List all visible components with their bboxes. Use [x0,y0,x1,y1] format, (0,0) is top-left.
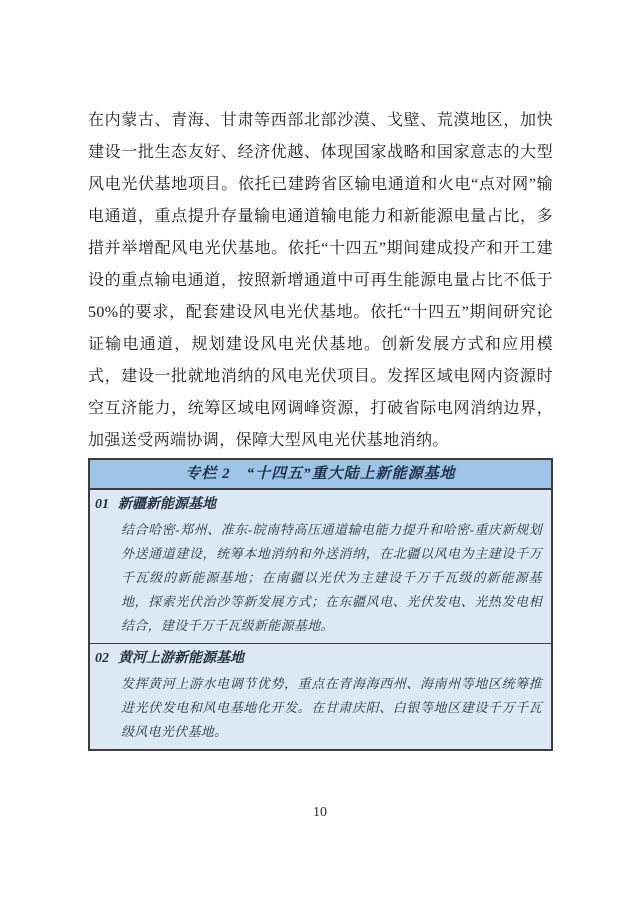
section-body: 结合哈密-郑州、准东-皖南特高压通道输电能力提升和哈密-重庆新规划外送通道建设，统筹本地消纳和外送消纳，在北疆以风电为主建设千万千瓦级的新能源基地；在南疆以光伏为主建设千万千瓦级的新能源基地，探索光伏治沙等新发展方式；在东疆风电、光伏发电、光热发电相结合，建设千万千瓦级新能源基地。 [121,522,542,633]
section-body: 发挥黄河上游水电调节优势，重点在青海海西州、海南州等地区统筹推进光伏发电和风电基地化开发。在甘肃庆阳、白银等地区建设千万千瓦级风电光伏基地。 [121,676,542,739]
callout-section-02 [90,644,551,749]
section-number: 02 [95,651,109,666]
page-number: 10 [313,805,327,820]
callout-section-01 [90,490,551,643]
callout-box-body [90,490,551,749]
section-number: 01 [95,497,109,512]
callout-box [88,458,553,751]
section-heading: 黄河上游新能源基地 [118,651,244,666]
section-heading-row [90,493,551,517]
section-heading: 新疆新能源基地 [118,497,216,512]
callout-box-title: 专栏 2 “十四五”重大陆上新能源基地 [90,460,551,490]
body-paragraph: 在内蒙古、青海、甘肃等西部北部沙漠、戈壁、荒漠地区，加快建设一批生态友好、经济优越、体现国家战略和国家意志的大型风电光伏基地项目。依托已建跨省区输电通道和火电“点对网”输电通道，重点提升存量输电通道输电能力和新能源电量占比，多措并举增配风电光伏基地。依托“十四五”期间建成投产和开工建设的重点输电通道，按照新增通道中可再生能源电量占比不低于 50%的要求，配套建设风电光伏基地。依托“十四五”期间研究论证输电通道，规划建设风电光伏基地。创新发展方式和应用模式，建设一批就地消纳的风电光伏项目。发挥区域电网内资源时空互济能力，统筹区域电网调峰资源，打破省际电网消纳边界，加强送受两端协调，保障大型风电光伏基地消纳。 [88,112,553,449]
section-heading-row [90,647,551,671]
text-column [88,105,553,751]
